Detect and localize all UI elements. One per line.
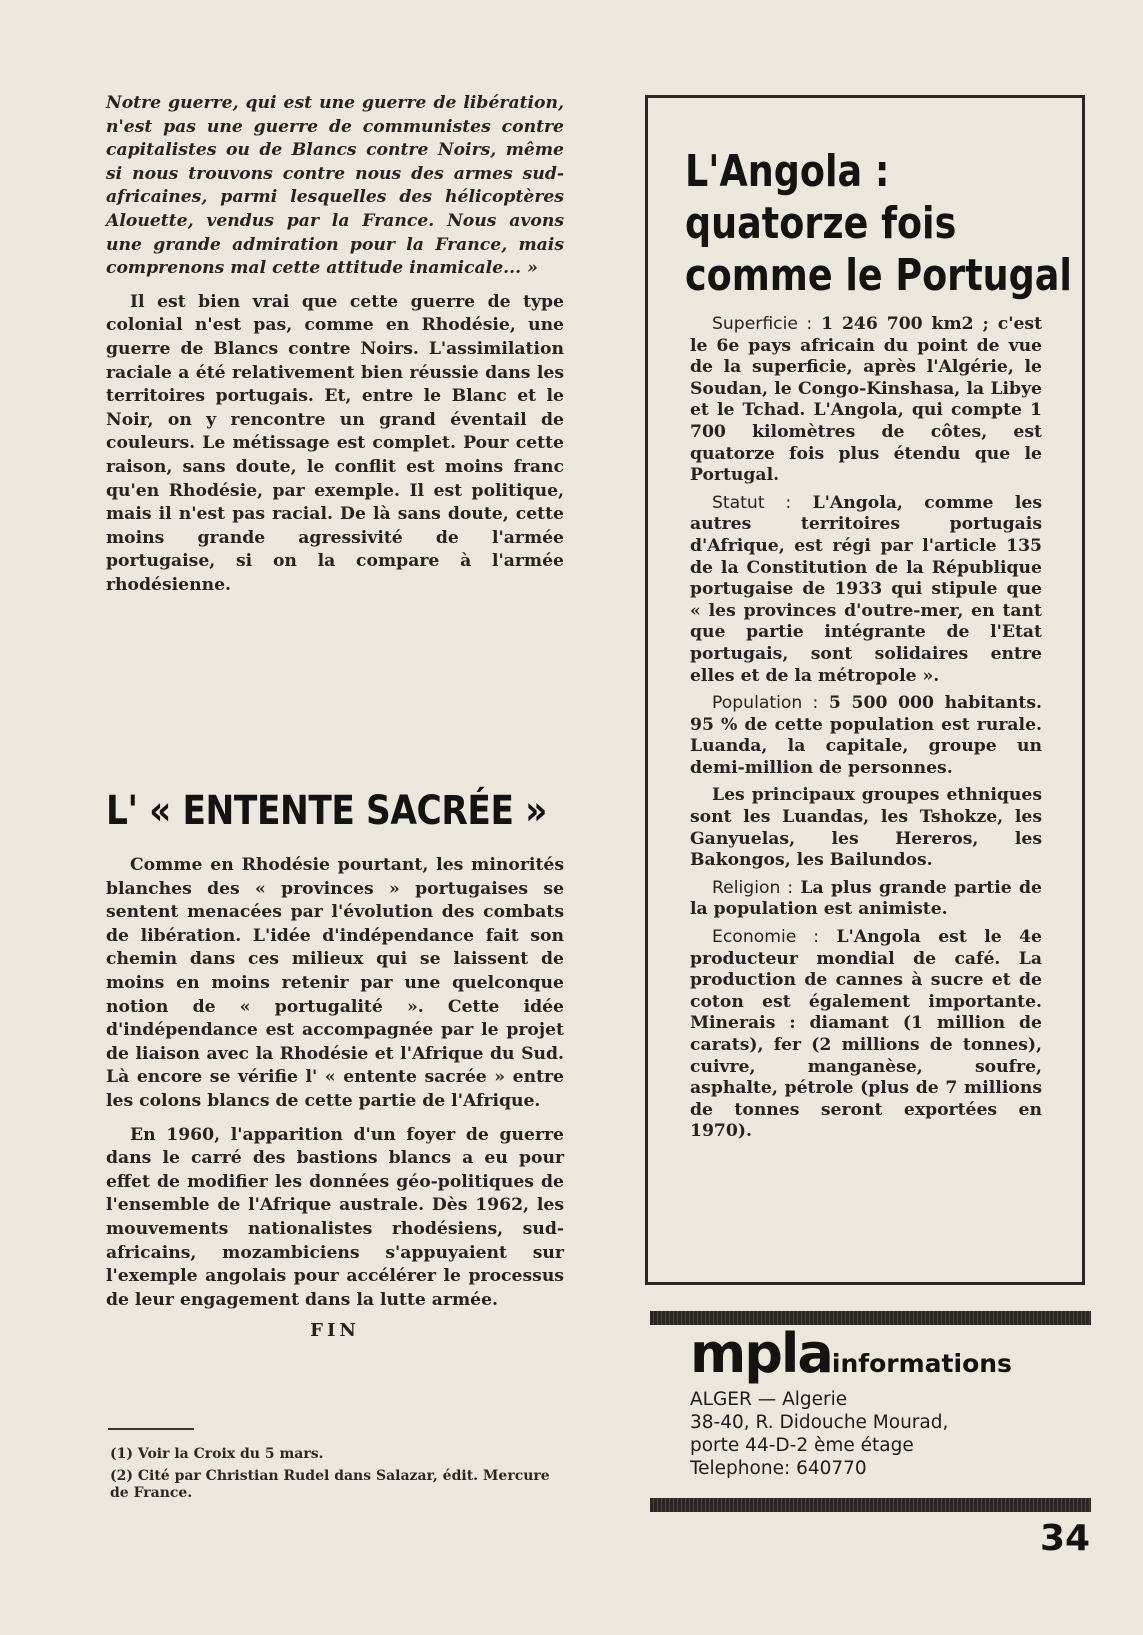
box-title-line-1: L'Angola : (685, 146, 890, 197)
footnote-1: (1) Voir la Croix du 5 mars. (110, 1446, 324, 1462)
fact-label: Population : (712, 693, 819, 714)
address-line-3: porte 44-D-2 ème étage (690, 1435, 914, 1456)
box-body (690, 314, 1042, 1149)
fact-text: Les principaux groupes ethniques sont les Luandas, les Tshokze, les Ganyuelas, les Hereros, les Bakongos, les Bailundos. (690, 785, 1042, 871)
box-title (685, 146, 1072, 302)
footnote-divider (108, 1428, 194, 1430)
telephone-line: Telephone: 640770 (690, 1458, 867, 1479)
fact-economie (690, 927, 1042, 1143)
fact-religion (690, 878, 1042, 921)
fact-ethnic-groups (690, 785, 1042, 871)
fact-label: Religion : (712, 877, 794, 898)
section-heading: L' « ENTENTE SACRÉE » (106, 788, 547, 834)
contact-address (690, 1388, 1090, 1480)
page-number: 34 (1040, 1518, 1091, 1559)
fact-text: 1 246 700 km2 ; c'est le 6e pays africain du point de vue de la superficie, après l'Algérie, le Soudan, le Congo-Kinshasa, la Libye et le Tchad. L'Angola, qui compte 1 700 kilomètres de côtes, est quatorze fois plus étendu que le Portugal. (690, 314, 1043, 486)
fact-statut (690, 493, 1042, 687)
decorative-band-bottom (650, 1498, 1091, 1512)
article-column-continued (106, 854, 564, 1341)
fact-label: Superficie : (712, 314, 813, 334)
fact-superficie (690, 314, 1042, 487)
fact-label: Statut : (712, 492, 792, 513)
address-line-1: ALGER — Algerie (690, 1389, 848, 1410)
footnotes (110, 1446, 570, 1507)
fact-population (690, 693, 1042, 779)
article-paragraph-3: En 1960, l'apparition d'un foyer de guerre dans le carré des bastions blancs a eu pour effet de modifier les données géo-politiques de l'ensemble de l'Afrique australe. Dès 1962, les mouvements nationalistes rhodésiens, sud-africains, mozambiciens s'appuyaient sur l'exemple angolais pour accélérer le processus de leur engagement dans la lutte armée. (106, 1124, 564, 1310)
article-column (106, 92, 564, 597)
fact-text: L'Angola est le 4e producteur mondial de café. La production de cannes à sucre et de coton est également importante. Minerais : diamant (1 million de carats), fer (2 millions de tonnes), cuivre, manganèse, soufre, asphalte, pétrole (plus de 7 millions de tonnes seront exportées en 1970). (690, 927, 1042, 1142)
box-title-line-3: comme le Portugal (685, 250, 1072, 301)
article-paragraph-1: Il est bien vrai que cette guerre de type colonial n'est pas, comme en Rhodésie, une guerre de Blancs contre Noirs. L'assimilation raciale a été relativement bien réussie dans les territoires portugais. Et, entre le Blanc et le Noir, on y rencontre un grand éventail de couleurs. Le métissage est complet. Pour cette raison, sans doute, le conflit est moins franc qu'en Rhodésie, par exemple. Il est politique, mais il n'est pas racial. De là sans doute, cette moins grande agressivité de l'armée portugaise, si on la compare à l'armée rhodésienne. (106, 291, 564, 595)
box-title-line-2: quatorze fois (685, 198, 957, 249)
fact-text: 5 500 000 habitants. 95 % de cette population est rurale. Luanda, la capitale, groupe un demi-million de personnes. (690, 693, 1042, 778)
fact-text: L'Angola, comme les autres territoires portugais d'Afrique, est régi par l'article 135 de la Constitution de la République portugaise de 1933 qui stipule que « les provinces d'outre-mer, en tant que partie intégrante de l'Etat portugais, sont solidaires entre elles et de la métropole ». (690, 492, 1043, 686)
article-paragraph-2: Comme en Rhodésie pourtant, les minorités blanches des « provinces » portugaises se sentent menacées par l'évolution des combats de libération. L'idée d'indépendance fait son chemin dans ces milieux qui se laissent de moins en moins retenir par une quelconque notion de « portugalité ». Cette idée d'indépendance est accompagnée par le projet de liaison avec la Rhodésie et l'Afrique du Sud. Là encore se vérifie l' « entente sacrée » entre les colons blancs de cette partie de l'Afrique. (106, 855, 564, 1111)
footnote-2: (2) Cité par Christian Rudel dans Salazar, édit. Mercure de France. (110, 1468, 550, 1501)
logo-subtitle: informations (831, 1349, 1012, 1378)
fact-text: La plus grande partie de la population est animiste. (690, 877, 1042, 920)
end-marker: FIN (310, 1320, 360, 1342)
logo-text: mpla (690, 1322, 832, 1385)
address-line-2: 38-40, R. Didouche Mourad, (690, 1412, 949, 1433)
quote-paragraph: Notre guerre, qui est une guerre de libération, n'est pas une guerre de communistes contre capitalistes ou de Blancs contre Noirs, même si nous trouvons contre nous des armes sud-africaines, parmi lesquelles des hélicoptères Alouette, vendus par la France. Nous avons une grande admiration pour la France, mais comprenons mal cette attitude inamicale... » (106, 93, 564, 279)
fact-label: Economie : (712, 927, 820, 948)
mpla-logo (690, 1322, 1012, 1385)
